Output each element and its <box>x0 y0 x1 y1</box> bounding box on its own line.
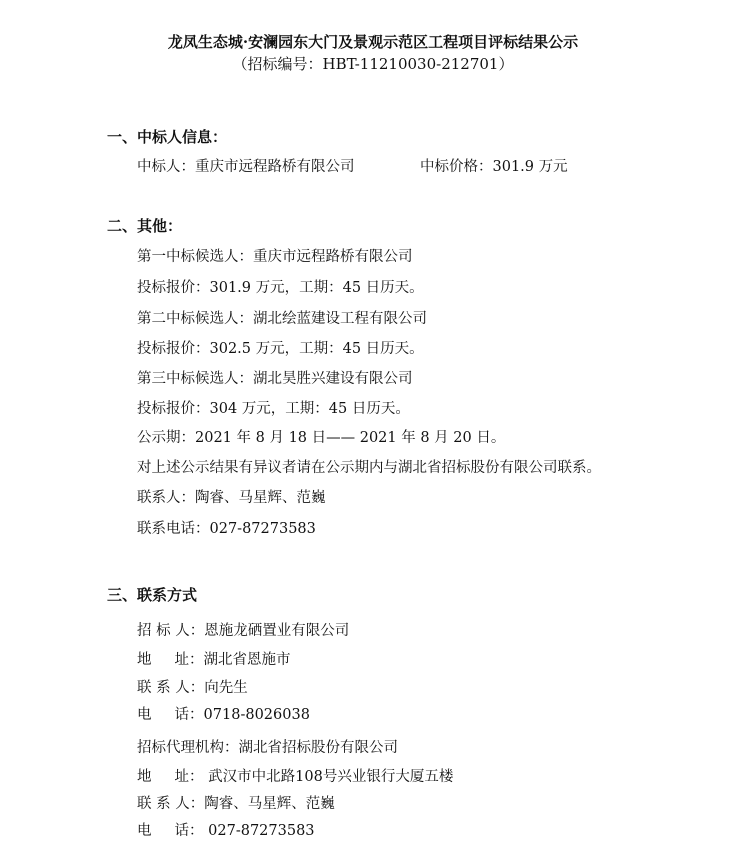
agency-line: 地 址： 武汉市中北路108号兴业银行大厦五楼 <box>137 769 454 785</box>
other-line: 联系人：陶睿、马星辉、范巍 <box>137 490 326 506</box>
other-line: 对上述公示结果有异议者请在公示期内与湖北省招标股份有限公司联系。 <box>137 460 601 476</box>
section-heading-winner: 一、中标人信息： <box>107 128 228 146</box>
other-line: 联系电话：027-87273583 <box>137 521 316 537</box>
other-line: 投标报价：302.5 万元，工期：45 日历天。 <box>137 341 424 357</box>
agency-line: 电 话： 027-87273583 <box>137 823 315 839</box>
winner-price: 中标价格：301.9 万元 <box>420 159 568 175</box>
section-heading-contact: 三、联系方式 <box>107 586 198 604</box>
other-line: 公示期：2021 年 8 月 18 日—— 2021 年 8 月 20 日。 <box>137 430 506 446</box>
tenderer-line: 联 系 人：向先生 <box>137 680 248 696</box>
agency-line: 招标代理机构：湖北省招标股份有限公司 <box>137 740 398 756</box>
other-line: 第二中标候选人：湖北绘蓝建设工程有限公司 <box>137 311 427 327</box>
agency-line: 联 系 人：陶睿、马星辉、范巍 <box>137 796 335 812</box>
tender-number: （招标编号：HBT-11210030-212701） <box>232 55 514 73</box>
tenderer-line: 电 话：0718-8026038 <box>137 707 310 723</box>
winner-name: 中标人：重庆市远程路桥有限公司 <box>137 159 355 175</box>
tenderer-line: 招 标 人：恩施龙硒置业有限公司 <box>137 623 350 639</box>
section-heading-other: 二、其他： <box>107 217 183 235</box>
other-line: 第三中标候选人：湖北昊胜兴建设有限公司 <box>137 371 413 387</box>
other-line: 第一中标候选人：重庆市远程路桥有限公司 <box>137 249 413 265</box>
page-title: 龙凤生态城·安澜园东大门及景观示范区工程项目评标结果公示 <box>167 33 579 51</box>
other-line: 投标报价：301.9 万元，工期：45 日历天。 <box>137 280 424 296</box>
tenderer-line: 地 址：湖北省恩施市 <box>137 652 291 668</box>
other-line: 投标报价：304 万元，工期：45 日历天。 <box>137 401 410 417</box>
